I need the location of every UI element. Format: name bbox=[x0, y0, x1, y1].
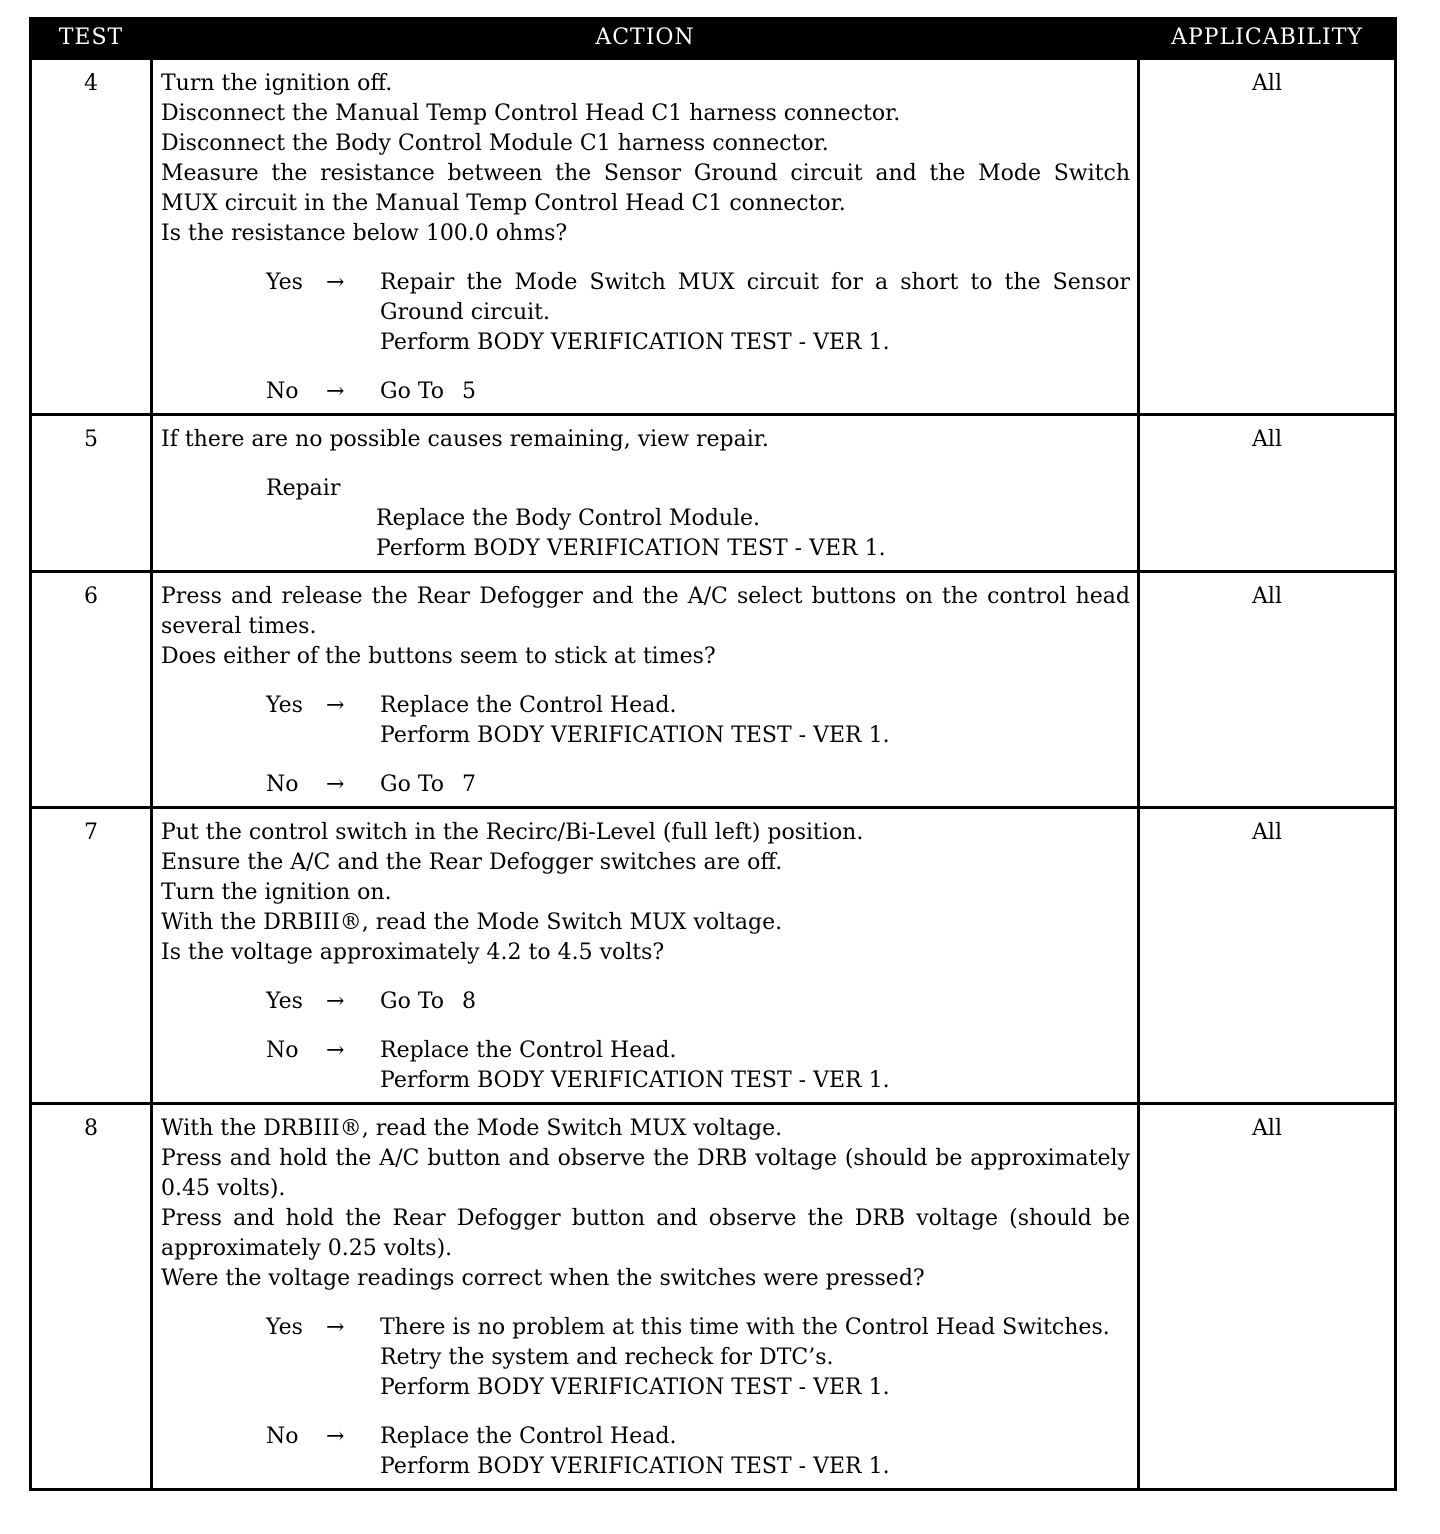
action-line: Press and hold the Rear Defogger button and observe the DRB voltage (should be approximately 0.25 volts). bbox=[161, 1206, 1130, 1261]
no-branch bbox=[266, 770, 1130, 800]
yes-action-line: Perform BODY VERIFICATION TEST - VER 1. bbox=[380, 723, 890, 748]
arrow-icon: → bbox=[326, 772, 345, 797]
action-cell bbox=[152, 415, 1139, 572]
no-label: No bbox=[266, 772, 299, 797]
yes-action-line: Perform BODY VERIFICATION TEST - VER 1. bbox=[380, 330, 890, 355]
test-number: 7 bbox=[31, 808, 152, 1104]
action-cell bbox=[152, 572, 1139, 808]
action-line: Put the control switch in the Recirc/Bi-Level (full left) position. bbox=[161, 820, 864, 845]
no-action-line: Replace the Control Head. bbox=[380, 1038, 677, 1063]
action-line: Disconnect the Body Control Module C1 harness connector. bbox=[161, 131, 829, 156]
no-branch bbox=[266, 377, 1130, 407]
no-label: No bbox=[266, 379, 299, 404]
yes-label: Yes bbox=[266, 270, 303, 295]
action-line: Press and release the Rear Defogger and the A/C select buttons on the control head several times. bbox=[161, 584, 1130, 639]
table-row bbox=[31, 572, 1396, 808]
action-line: Turn the ignition off. bbox=[161, 71, 393, 96]
applicability-value: All bbox=[1139, 59, 1396, 415]
yes-branch bbox=[266, 691, 1130, 751]
action-cell bbox=[152, 1104, 1139, 1490]
yes-label: Yes bbox=[266, 989, 303, 1014]
arrow-icon: → bbox=[326, 1038, 345, 1063]
table-row bbox=[31, 59, 1396, 415]
action-line: Turn the ignition on. bbox=[161, 880, 392, 905]
action-question: Does either of the buttons seem to stick at times? bbox=[161, 644, 716, 669]
header-action: ACTION bbox=[152, 17, 1139, 59]
test-number: 8 bbox=[31, 1104, 152, 1490]
repair-label: Repair bbox=[266, 476, 341, 501]
goto-test-number[interactable]: 7 bbox=[462, 772, 477, 797]
table-row bbox=[31, 808, 1396, 1104]
yes-branch bbox=[266, 268, 1130, 358]
arrow-icon: → bbox=[326, 1315, 345, 1340]
test-number: 6 bbox=[31, 572, 152, 808]
action-cell bbox=[152, 808, 1139, 1104]
arrow-icon: → bbox=[326, 379, 345, 404]
test-number: 4 bbox=[31, 59, 152, 415]
action-line: With the DRBIII®, read the Mode Switch MUX voltage. bbox=[161, 1116, 783, 1141]
action-line: Ensure the A/C and the Rear Defogger switches are off. bbox=[161, 850, 783, 875]
action-question: Were the voltage readings correct when the switches were pressed? bbox=[161, 1266, 925, 1291]
yes-action-line: Replace the Control Head. bbox=[380, 693, 677, 718]
diagnostic-test-table bbox=[29, 17, 1397, 1491]
yes-action-line: Retry the system and recheck for DTC’s. bbox=[380, 1345, 834, 1370]
repair-action-line: Perform BODY VERIFICATION TEST - VER 1. bbox=[376, 536, 886, 561]
goto-link[interactable]: Go To bbox=[380, 379, 445, 404]
action-question: Is the voltage approximately 4.2 to 4.5 volts? bbox=[161, 940, 665, 965]
goto-link[interactable]: Go To bbox=[380, 989, 445, 1014]
goto-test-number[interactable]: 5 bbox=[462, 379, 477, 404]
yes-action-line: Repair the Mode Switch MUX circuit for a short to the Sensor Ground circuit. bbox=[380, 270, 1130, 325]
applicability-value: All bbox=[1139, 572, 1396, 808]
action-line: Measure the resistance between the Sensor Ground circuit and the Mode Switch MUX circuit in the Manual Temp Control Head C1 connector. bbox=[161, 161, 1130, 216]
applicability-value: All bbox=[1139, 1104, 1396, 1490]
header-test: TEST bbox=[31, 17, 152, 59]
arrow-icon: → bbox=[326, 693, 345, 718]
goto-test-number[interactable]: 8 bbox=[462, 989, 477, 1014]
yes-branch bbox=[266, 1313, 1130, 1403]
action-question: Is the resistance below 100.0 ohms? bbox=[161, 221, 568, 246]
action-line: With the DRBIII®, read the Mode Switch MUX voltage. bbox=[161, 910, 783, 935]
action-cell bbox=[152, 59, 1139, 415]
applicability-value: All bbox=[1139, 808, 1396, 1104]
yes-label: Yes bbox=[266, 693, 303, 718]
no-action-line: Perform BODY VERIFICATION TEST - VER 1. bbox=[380, 1454, 890, 1479]
goto-link[interactable]: Go To bbox=[380, 772, 445, 797]
yes-action-line: There is no problem at this time with the Control Head Switches. bbox=[380, 1315, 1110, 1340]
action-line: Press and hold the A/C button and observe the DRB voltage (should be approximately 0.45 volts). bbox=[161, 1146, 1130, 1201]
repair-action-line: Replace the Body Control Module. bbox=[376, 506, 761, 531]
no-label: No bbox=[266, 1424, 299, 1449]
table-row bbox=[31, 1104, 1396, 1490]
no-label: No bbox=[266, 1038, 299, 1063]
table-header-row bbox=[31, 17, 1396, 59]
arrow-icon: → bbox=[326, 270, 345, 295]
table-row bbox=[31, 415, 1396, 572]
no-action-line: Replace the Control Head. bbox=[380, 1424, 677, 1449]
yes-action-line: Perform BODY VERIFICATION TEST - VER 1. bbox=[380, 1375, 890, 1400]
no-branch bbox=[266, 1036, 1130, 1096]
yes-label: Yes bbox=[266, 1315, 303, 1340]
no-action-line: Perform BODY VERIFICATION TEST - VER 1. bbox=[380, 1068, 890, 1093]
test-number: 5 bbox=[31, 415, 152, 572]
diagnostic-procedure-page bbox=[29, 17, 1394, 1491]
applicability-value: All bbox=[1139, 415, 1396, 572]
header-applicability: APPLICABILITY bbox=[1139, 17, 1396, 59]
arrow-icon: → bbox=[326, 989, 345, 1014]
arrow-icon: → bbox=[326, 1424, 345, 1449]
action-line: Disconnect the Manual Temp Control Head C1 harness connector. bbox=[161, 101, 901, 126]
no-branch bbox=[266, 1422, 1130, 1482]
yes-branch bbox=[266, 987, 1130, 1017]
action-line: If there are no possible causes remaining, view repair. bbox=[161, 427, 769, 452]
